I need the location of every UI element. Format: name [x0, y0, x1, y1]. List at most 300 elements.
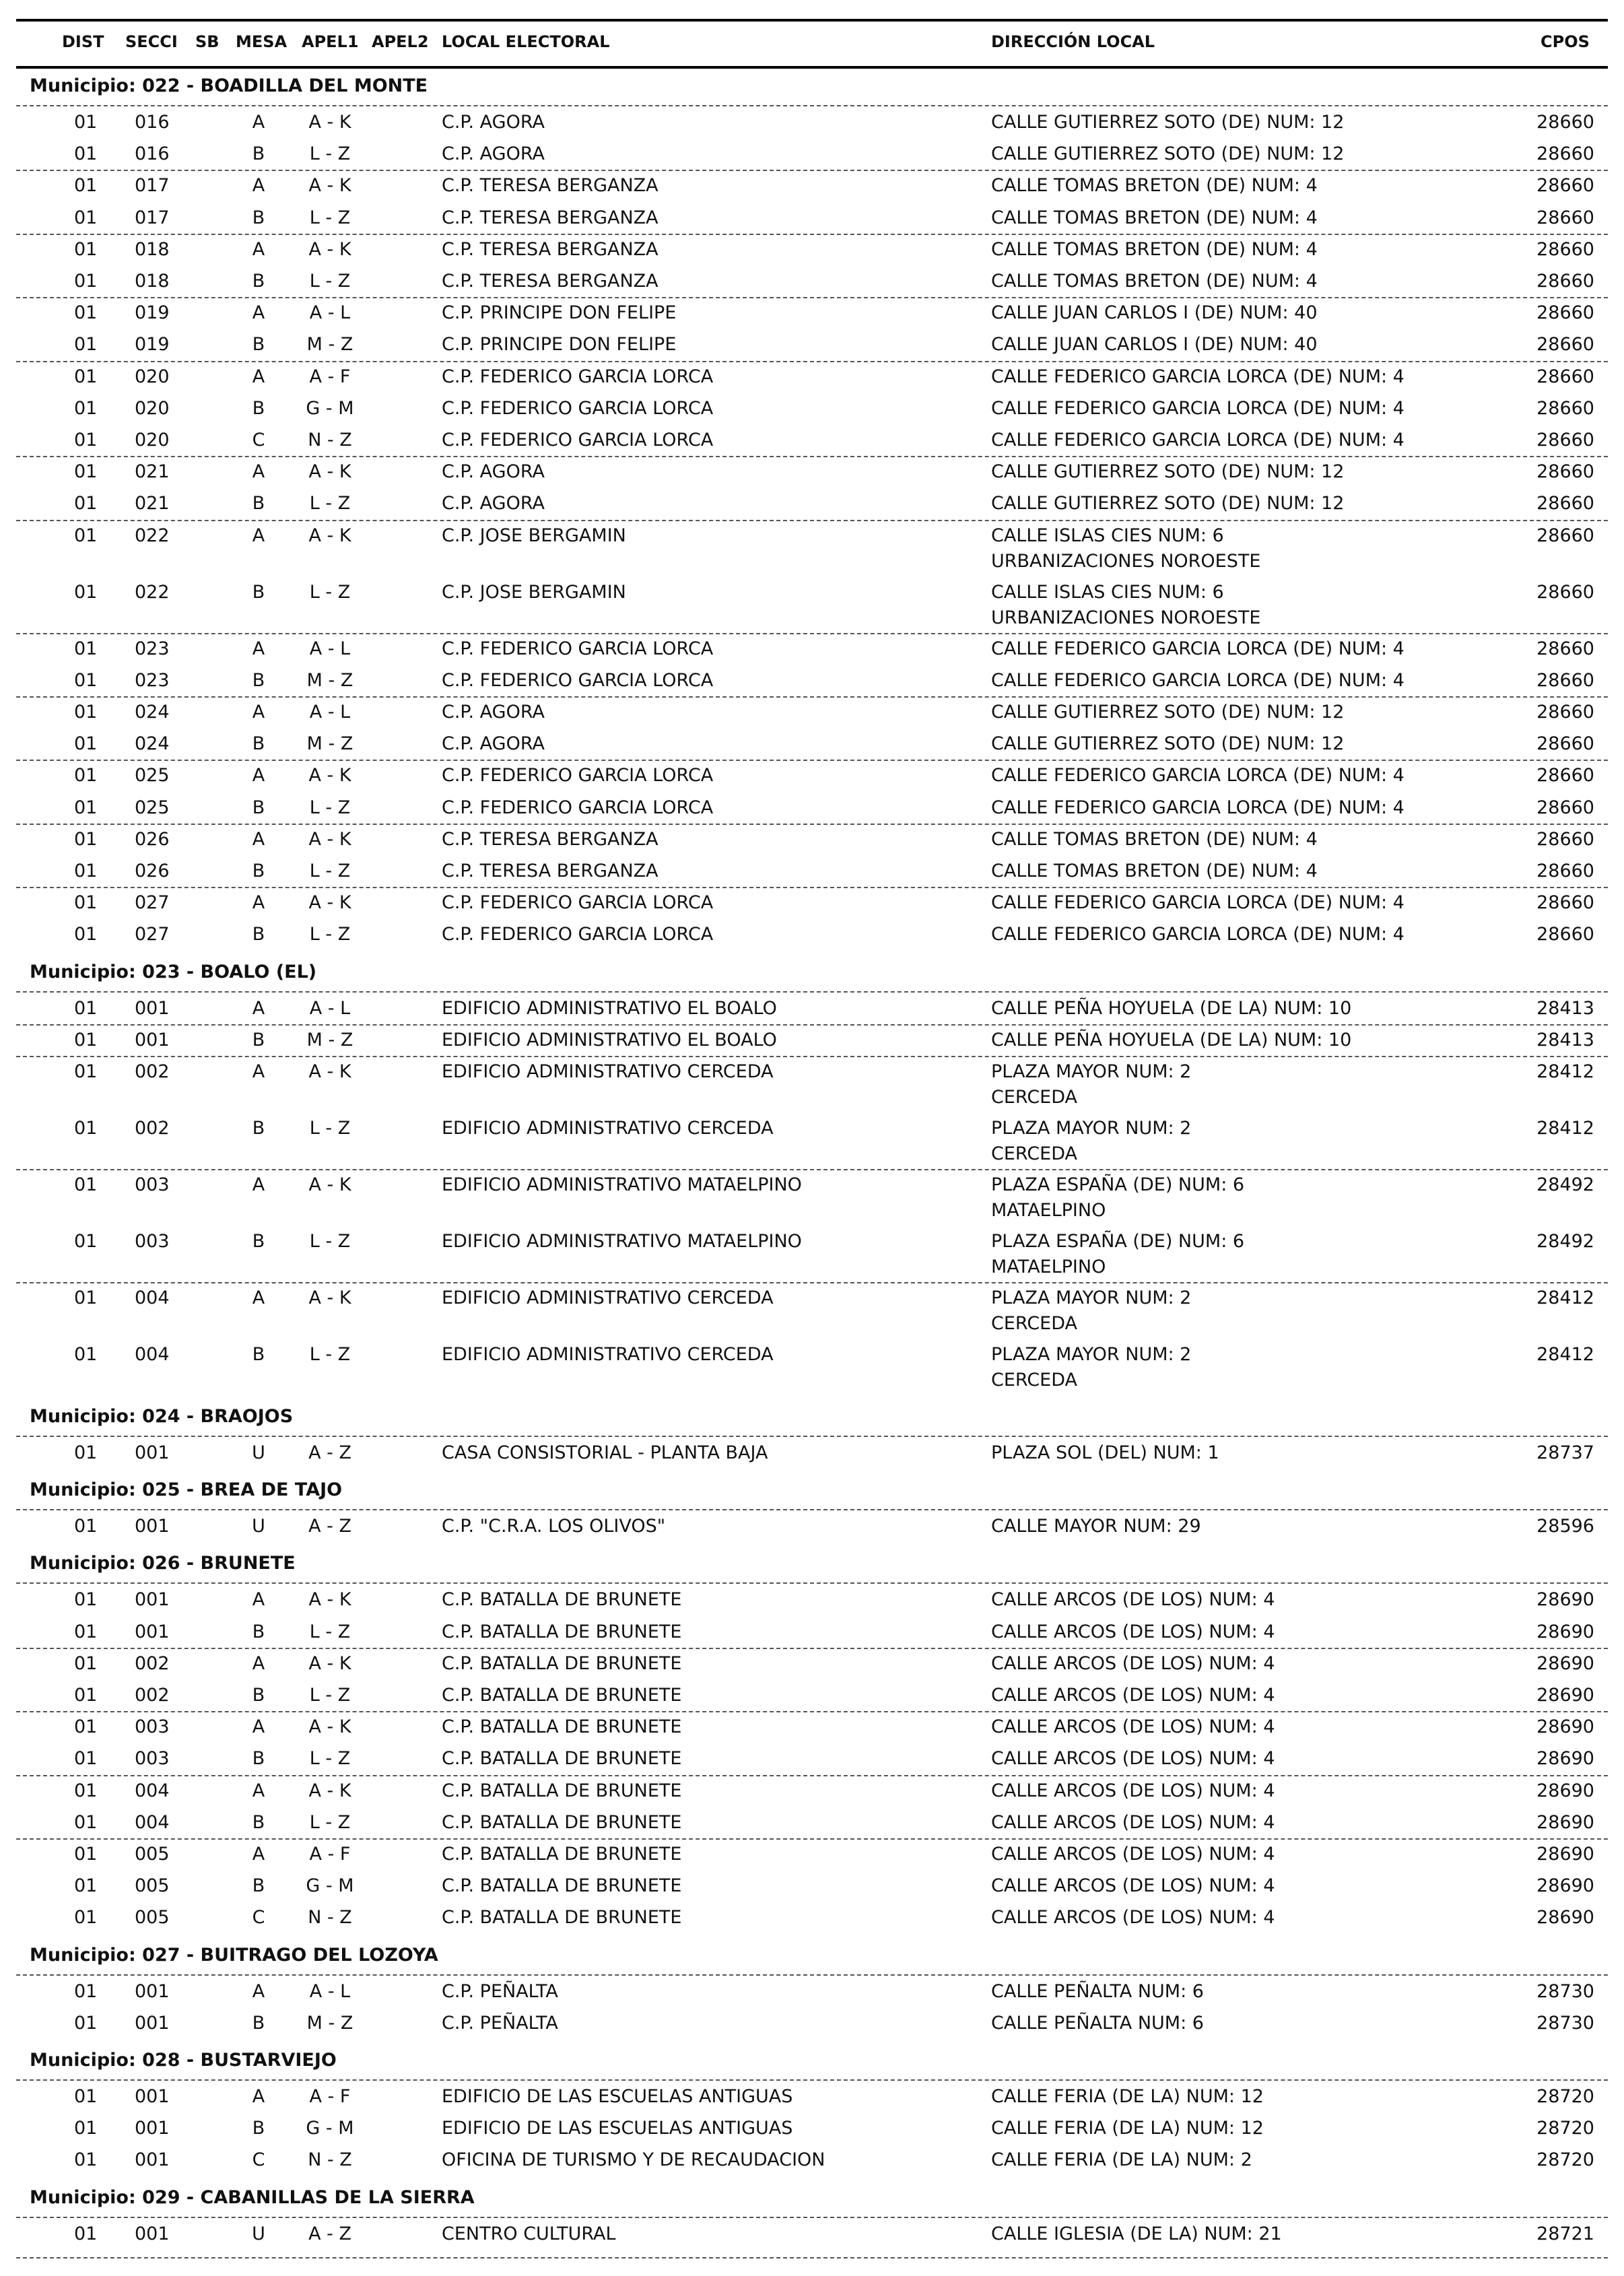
row-cpos: 28720 [1536, 2149, 1594, 2171]
row-mesa: U [252, 1442, 265, 1463]
row-secci: 020 [135, 397, 170, 419]
row-apel: A - K [308, 175, 351, 197]
row-secci: 002 [135, 1652, 170, 1674]
row-mesa: A [252, 461, 265, 483]
row-local-electoral: C.P. BATALLA DE BRUNETE [442, 1716, 682, 1738]
row-dist: 01 [74, 1231, 98, 1252]
row-cpos: 28660 [1536, 302, 1594, 324]
row-dist: 01 [74, 1029, 98, 1050]
row-dist: 01 [74, 924, 98, 945]
row-cpos: 28660 [1536, 702, 1594, 723]
row-secci: 020 [135, 366, 170, 387]
row-secci: 001 [135, 2149, 170, 2171]
row-apel: A - Z [308, 1442, 351, 1463]
row-secci: 017 [135, 175, 170, 197]
row-dist: 01 [74, 1811, 98, 1833]
row-direccion-line: CALLE PEÑALTA NUM: 6 [991, 1980, 1204, 2002]
row-secci: 020 [135, 430, 170, 450]
group-divider [16, 824, 1608, 825]
row-secci: 023 [135, 638, 170, 659]
row-dist: 01 [74, 765, 98, 786]
row-local-electoral: C.P. TERESA BERGANZA [442, 238, 658, 260]
row-mesa: A [252, 1844, 265, 1865]
row-direccion-line: CALLE ARCOS (DE LOS) NUM: 4 [991, 1844, 1275, 1865]
municipio-divider [16, 105, 1608, 106]
row-cpos: 28660 [1536, 669, 1594, 691]
row-apel: L - Z [309, 207, 351, 228]
group-divider [16, 1282, 1608, 1283]
row-local-electoral: OFICINA DE TURISMO Y DE RECAUDACION [442, 2149, 825, 2171]
row-direccion-line: CALLE PEÑALTA NUM: 6 [991, 2012, 1204, 2034]
row-dist: 01 [74, 525, 98, 546]
row-dist: 01 [74, 493, 98, 514]
row-secci: 005 [135, 1907, 170, 1929]
row-apel: A - K [308, 1716, 351, 1738]
row-secci: 001 [135, 1029, 170, 1050]
row-cpos: 28412 [1536, 1287, 1594, 1308]
row-apel: M - Z [306, 669, 353, 691]
row-mesa: B [252, 207, 265, 228]
row-local-electoral: C.P. TERESA BERGANZA [442, 861, 658, 881]
municipio-divider [16, 1509, 1608, 1510]
row-dist: 01 [74, 143, 98, 165]
row-local-electoral: C.P. FEDERICO GARCIA LORCA [442, 765, 714, 786]
row-apel: A - L [309, 997, 351, 1019]
row-apel: L - Z [309, 1344, 351, 1365]
row-mesa: A [252, 112, 265, 133]
row-apel: A - Z [308, 1516, 351, 1537]
row-mesa: U [252, 1516, 265, 1537]
row-direccion-line: CALLE PEÑA HOYUELA (DE LA) NUM: 10 [991, 997, 1352, 1019]
row-dist: 01 [74, 1907, 98, 1929]
group-divider [16, 887, 1608, 888]
row-apel: A - K [308, 112, 351, 133]
row-cpos: 28720 [1536, 2086, 1594, 2107]
row-local-electoral: C.P. BATALLA DE BRUNETE [442, 1844, 682, 1865]
row-mesa: B [252, 669, 265, 691]
row-direccion-line: CALLE GUTIERREZ SOTO (DE) NUM: 12 [991, 112, 1345, 133]
municipio-divider [16, 2217, 1608, 2218]
row-local-electoral: EDIFICIO ADMINISTRATIVO CERCEDA [442, 1118, 774, 1139]
row-direccion-line: CALLE ARCOS (DE LOS) NUM: 4 [991, 1652, 1275, 1674]
row-cpos: 28737 [1536, 1442, 1594, 1463]
municipio-heading: Municipio: 022 - BOADILLA DEL MONTE [30, 75, 428, 96]
row-mesa: B [252, 271, 265, 292]
row-dist: 01 [74, 461, 98, 483]
row-secci: 001 [135, 1589, 170, 1611]
row-local-electoral: C.P. TERESA BERGANZA [442, 175, 658, 197]
row-direccion-line: CALLE ARCOS (DE LOS) NUM: 4 [991, 1685, 1275, 1706]
row-direccion-line: CALLE FEDERICO GARCIA LORCA (DE) NUM: 4 [991, 924, 1405, 945]
row-dist: 01 [74, 397, 98, 419]
row-local-electoral: EDIFICIO ADMINISTRATIVO CERCEDA [442, 1287, 774, 1308]
row-cpos: 28660 [1536, 207, 1594, 228]
row-local-electoral: C.P. BATALLA DE BRUNETE [442, 1907, 682, 1929]
row-apel: L - Z [309, 271, 351, 292]
row-cpos: 28660 [1536, 581, 1594, 603]
row-local-electoral: EDIFICIO ADMINISTRATIVO CERCEDA [442, 1344, 774, 1365]
row-secci: 027 [135, 892, 170, 914]
row-apel: A - K [308, 525, 351, 546]
row-mesa: A [252, 238, 265, 260]
row-apel: N - Z [308, 1907, 352, 1929]
row-mesa: A [252, 1589, 265, 1611]
row-direccion-line: CALLE TOMAS BRETON (DE) NUM: 4 [991, 238, 1318, 260]
row-local-electoral: C.P. BATALLA DE BRUNETE [442, 1811, 682, 1833]
row-direccion-line: CALLE FERIA (DE LA) NUM: 12 [991, 2086, 1264, 2107]
row-local-electoral: C.P. "C.R.A. LOS OLIVOS" [442, 1516, 666, 1537]
row-local-electoral: EDIFICIO ADMINISTRATIVO CERCEDA [442, 1061, 774, 1082]
row-apel: A - K [308, 1061, 351, 1082]
row-secci: 001 [135, 1980, 170, 2002]
group-divider [16, 1056, 1608, 1057]
row-secci: 025 [135, 765, 170, 786]
row-cpos: 28660 [1536, 366, 1594, 387]
row-mesa: B [252, 861, 265, 881]
row-direccion-line: CALLE JUAN CARLOS I (DE) NUM: 40 [991, 334, 1318, 356]
row-secci: 003 [135, 1174, 170, 1195]
row-cpos: 28690 [1536, 1621, 1594, 1642]
row-dist: 01 [74, 1442, 98, 1463]
row-direccion-line: CALLE ARCOS (DE LOS) NUM: 4 [991, 1780, 1275, 1801]
row-local-electoral: C.P. BATALLA DE BRUNETE [442, 1748, 682, 1770]
row-direccion-line: CALLE FERIA (DE LA) NUM: 2 [991, 2149, 1252, 2171]
row-direccion-line: CERCEDA [991, 1087, 1078, 1108]
row-direccion-line: URBANIZACIONES NOROESTE [991, 550, 1261, 572]
row-apel: A - K [308, 892, 351, 914]
row-mesa: A [252, 638, 265, 659]
row-local-electoral: EDIFICIO ADMINISTRATIVO EL BOALO [442, 1029, 777, 1050]
row-cpos: 28730 [1536, 2012, 1594, 2034]
row-direccion-line: MATAELPINO [991, 1257, 1106, 1277]
row-secci: 004 [135, 1287, 170, 1308]
municipio-heading: Municipio: 028 - BUSTARVIEJO [30, 2050, 337, 2071]
row-cpos: 28492 [1536, 1231, 1594, 1252]
row-local-electoral: C.P. BATALLA DE BRUNETE [442, 1652, 682, 1674]
row-dist: 01 [74, 2086, 98, 2107]
row-direccion-line: CALLE PEÑA HOYUELA (DE LA) NUM: 10 [991, 1029, 1352, 1050]
row-secci: 001 [135, 2012, 170, 2034]
row-direccion-line: CALLE TOMAS BRETON (DE) NUM: 4 [991, 207, 1318, 228]
row-cpos: 28690 [1536, 1875, 1594, 1897]
row-apel: M - Z [306, 1029, 353, 1050]
row-direccion-line: CALLE FEDERICO GARCIA LORCA (DE) NUM: 4 [991, 430, 1405, 450]
group-divider [16, 1838, 1608, 1840]
row-secci: 024 [135, 733, 170, 755]
row-direccion-line: PLAZA MAYOR NUM: 2 [991, 1344, 1192, 1365]
row-mesa: A [252, 1174, 265, 1195]
row-local-electoral: C.P. FEDERICO GARCIA LORCA [442, 397, 714, 419]
row-secci: 001 [135, 2118, 170, 2139]
row-secci: 017 [135, 207, 170, 228]
row-direccion-line: CALLE ARCOS (DE LOS) NUM: 4 [991, 1621, 1275, 1642]
group-divider [16, 1169, 1608, 1170]
row-apel: L - Z [309, 143, 351, 165]
row-direccion-line: CALLE GUTIERREZ SOTO (DE) NUM: 12 [991, 702, 1345, 723]
row-dist: 01 [74, 997, 98, 1019]
row-apel: A - F [309, 1844, 351, 1865]
row-secci: 025 [135, 797, 170, 818]
row-apel: L - Z [309, 797, 351, 818]
row-local-electoral: C.P. AGORA [442, 702, 545, 723]
row-dist: 01 [74, 1875, 98, 1897]
row-direccion-line: CALLE ARCOS (DE LOS) NUM: 4 [991, 1811, 1275, 1833]
row-dist: 01 [74, 2223, 98, 2244]
row-mesa: A [252, 702, 265, 723]
row-direccion-line: CALLE MAYOR NUM: 29 [991, 1516, 1201, 1537]
row-direccion-line: CERCEDA [991, 1313, 1078, 1334]
row-mesa: B [252, 2012, 265, 2034]
row-mesa: A [252, 997, 265, 1019]
row-direccion-line: CALLE ARCOS (DE LOS) NUM: 4 [991, 1748, 1275, 1770]
row-dist: 01 [74, 1516, 98, 1537]
row-dist: 01 [74, 2118, 98, 2139]
row-direccion-line: CALLE FEDERICO GARCIA LORCA (DE) NUM: 4 [991, 892, 1405, 914]
row-dist: 01 [74, 638, 98, 659]
row-cpos: 28660 [1536, 861, 1594, 881]
row-cpos: 28660 [1536, 238, 1594, 260]
row-secci: 026 [135, 861, 170, 881]
row-direccion-line: CALLE GUTIERREZ SOTO (DE) NUM: 12 [991, 493, 1345, 514]
row-cpos: 28660 [1536, 334, 1594, 356]
row-dist: 01 [74, 1844, 98, 1865]
row-apel: L - Z [309, 1621, 351, 1642]
group-divider [16, 1648, 1608, 1649]
row-direccion-line: PLAZA MAYOR NUM: 2 [991, 1118, 1192, 1139]
row-direccion-line: MATAELPINO [991, 1200, 1106, 1221]
row-secci: 005 [135, 1844, 170, 1865]
row-local-electoral: C.P. FEDERICO GARCIA LORCA [442, 638, 714, 659]
row-local-electoral: C.P. FEDERICO GARCIA LORCA [442, 924, 714, 945]
row-dist: 01 [74, 2012, 98, 2034]
row-cpos: 28690 [1536, 1685, 1594, 1706]
row-dist: 01 [74, 207, 98, 228]
row-apel: G - M [306, 397, 354, 419]
municipio-heading: Municipio: 024 - BRAOJOS [30, 1406, 294, 1427]
row-mesa: B [252, 797, 265, 818]
row-local-electoral: C.P. PEÑALTA [442, 1980, 558, 2002]
municipio-heading: Municipio: 027 - BUITRAGO DEL LOZOYA [30, 1944, 438, 1966]
row-local-electoral: C.P. TERESA BERGANZA [442, 828, 658, 850]
row-local-electoral: C.P. FEDERICO GARCIA LORCA [442, 430, 714, 450]
row-direccion-line: CALLE FEDERICO GARCIA LORCA (DE) NUM: 4 [991, 366, 1405, 387]
row-dist: 01 [74, 702, 98, 723]
row-dist: 01 [74, 302, 98, 324]
row-cpos: 28660 [1536, 924, 1594, 945]
header-secci: SECCI [125, 32, 178, 51]
group-divider [16, 633, 1608, 634]
row-direccion-line: CALLE FEDERICO GARCIA LORCA (DE) NUM: 4 [991, 397, 1405, 419]
row-cpos: 28660 [1536, 112, 1594, 133]
row-direccion-line: CALLE ISLAS CIES NUM: 6 [991, 525, 1224, 546]
row-direccion-line: CALLE FERIA (DE LA) NUM: 12 [991, 2118, 1264, 2139]
row-direccion-line: CALLE FEDERICO GARCIA LORCA (DE) NUM: 4 [991, 638, 1405, 659]
row-secci: 003 [135, 1716, 170, 1738]
row-dist: 01 [74, 2149, 98, 2171]
row-cpos: 28690 [1536, 1716, 1594, 1738]
row-cpos: 28412 [1536, 1344, 1594, 1365]
row-direccion-line: CALLE TOMAS BRETON (DE) NUM: 4 [991, 271, 1318, 292]
row-mesa: A [252, 1716, 265, 1738]
row-cpos: 28660 [1536, 430, 1594, 450]
row-cpos: 28660 [1536, 397, 1594, 419]
row-cpos: 28690 [1536, 1589, 1594, 1611]
row-direccion-line: PLAZA SOL (DEL) NUM: 1 [991, 1442, 1219, 1463]
header-apel1: APEL1 [302, 32, 359, 51]
row-direccion-line: CALLE GUTIERREZ SOTO (DE) NUM: 12 [991, 461, 1345, 483]
group-divider [16, 1711, 1608, 1712]
row-cpos: 28412 [1536, 1118, 1594, 1139]
row-local-electoral: EDIFICIO DE LAS ESCUELAS ANTIGUAS [442, 2118, 793, 2139]
row-dist: 01 [74, 1716, 98, 1738]
row-dist: 01 [74, 1344, 98, 1365]
row-cpos: 28690 [1536, 1844, 1594, 1865]
row-cpos: 28660 [1536, 271, 1594, 292]
row-local-electoral: EDIFICIO ADMINISTRATIVO MATAELPINO [442, 1174, 802, 1195]
row-apel: A - K [308, 828, 351, 850]
municipio-heading: Municipio: 023 - BOALO (EL) [30, 961, 317, 982]
row-local-electoral: C.P. AGORA [442, 112, 545, 133]
row-dist: 01 [74, 581, 98, 603]
row-cpos: 28412 [1536, 1061, 1594, 1082]
row-secci: 004 [135, 1780, 170, 1801]
row-cpos: 28492 [1536, 1174, 1594, 1195]
row-dist: 01 [74, 669, 98, 691]
row-dist: 01 [74, 366, 98, 387]
group-divider [16, 520, 1608, 521]
row-mesa: A [252, 366, 265, 387]
row-apel: A - K [308, 1780, 351, 1801]
row-apel: A - K [308, 1652, 351, 1674]
row-cpos: 28690 [1536, 1652, 1594, 1674]
row-mesa: B [252, 493, 265, 514]
municipio-heading: Municipio: 026 - BRUNETE [30, 1553, 296, 1574]
row-mesa: A [252, 2086, 265, 2107]
row-local-electoral: C.P. BATALLA DE BRUNETE [442, 1780, 682, 1801]
row-dist: 01 [74, 1589, 98, 1611]
row-local-electoral: C.P. AGORA [442, 493, 545, 514]
row-dist: 01 [74, 861, 98, 881]
row-local-electoral: C.P. PRINCIPE DON FELIPE [442, 334, 677, 356]
row-mesa: A [252, 302, 265, 324]
header-direccion: DIRECCIÓN LOCAL [991, 32, 1155, 51]
row-apel: L - Z [309, 861, 351, 881]
row-mesa: B [252, 1231, 265, 1252]
row-apel: A - L [309, 702, 351, 723]
row-mesa: B [252, 733, 265, 755]
group-divider [16, 760, 1608, 761]
row-dist: 01 [74, 797, 98, 818]
row-dist: 01 [74, 175, 98, 197]
row-secci: 001 [135, 1621, 170, 1642]
row-local-electoral: C.P. BATALLA DE BRUNETE [442, 1875, 682, 1897]
row-secci: 003 [135, 1748, 170, 1770]
row-cpos: 28690 [1536, 1811, 1594, 1833]
row-apel: A - K [308, 1287, 351, 1308]
row-dist: 01 [74, 828, 98, 850]
row-dist: 01 [74, 1780, 98, 1801]
row-cpos: 28660 [1536, 525, 1594, 546]
row-apel: A - L [309, 302, 351, 324]
group-divider [16, 170, 1608, 171]
row-direccion-line: CALLE GUTIERREZ SOTO (DE) NUM: 12 [991, 733, 1345, 755]
row-apel: G - M [306, 1875, 354, 1897]
row-direccion-line: CALLE IGLESIA (DE LA) NUM: 21 [991, 2223, 1282, 2244]
row-mesa: B [252, 2118, 265, 2139]
row-secci: 019 [135, 334, 170, 356]
row-local-electoral: C.P. FEDERICO GARCIA LORCA [442, 797, 714, 818]
row-apel: L - Z [309, 1685, 351, 1706]
row-direccion-line: CALLE ISLAS CIES NUM: 6 [991, 581, 1224, 603]
row-local-electoral: CASA CONSISTORIAL - PLANTA BAJA [442, 1442, 768, 1463]
row-mesa: B [252, 1685, 265, 1706]
row-apel: A - K [308, 765, 351, 786]
row-cpos: 28596 [1536, 1516, 1594, 1537]
row-local-electoral: C.P. FEDERICO GARCIA LORCA [442, 366, 714, 387]
row-direccion-line: CALLE TOMAS BRETON (DE) NUM: 4 [991, 175, 1318, 197]
municipio-divider [16, 1436, 1608, 1437]
group-divider [16, 1024, 1608, 1026]
header-sb: SB [195, 32, 219, 51]
row-apel: A - K [308, 1589, 351, 1611]
row-local-electoral: EDIFICIO DE LAS ESCUELAS ANTIGUAS [442, 2086, 793, 2107]
row-cpos: 28660 [1536, 143, 1594, 165]
group-divider [16, 234, 1608, 235]
municipio-divider [16, 1582, 1608, 1584]
row-mesa: B [252, 1029, 265, 1050]
row-dist: 01 [74, 271, 98, 292]
group-divider [16, 696, 1608, 698]
row-dist: 01 [74, 1118, 98, 1139]
header-apel2: APEL2 [372, 32, 429, 51]
row-cpos: 28660 [1536, 461, 1594, 483]
row-local-electoral: C.P. FEDERICO GARCIA LORCA [442, 892, 714, 914]
row-local-electoral: C.P. TERESA BERGANZA [442, 207, 658, 228]
row-local-electoral: C.P. BATALLA DE BRUNETE [442, 1621, 682, 1642]
group-divider [16, 361, 1608, 362]
row-apel: A - K [308, 461, 351, 483]
row-secci: 001 [135, 2086, 170, 2107]
municipio-divider [16, 1974, 1608, 1976]
row-secci: 004 [135, 1344, 170, 1365]
row-mesa: A [252, 828, 265, 850]
row-cpos: 28660 [1536, 765, 1594, 786]
row-mesa: B [252, 1118, 265, 1139]
row-local-electoral: C.P. AGORA [442, 143, 545, 165]
row-secci: 003 [135, 1231, 170, 1252]
header-dist: DIST [62, 32, 104, 51]
row-local-electoral: C.P. AGORA [442, 733, 545, 755]
municipio-divider [16, 2079, 1608, 2081]
municipio-divider [16, 991, 1608, 993]
row-direccion-line: URBANIZACIONES NOROESTE [991, 607, 1261, 628]
row-apel: A - K [308, 1174, 351, 1195]
row-mesa: A [252, 765, 265, 786]
row-direccion-line: PLAZA MAYOR NUM: 2 [991, 1061, 1192, 1082]
row-apel: N - Z [308, 2149, 352, 2171]
group-divider [16, 456, 1608, 457]
row-apel: L - Z [309, 1748, 351, 1770]
row-cpos: 28660 [1536, 733, 1594, 755]
row-secci: 002 [135, 1685, 170, 1706]
row-direccion-line: CALLE ARCOS (DE LOS) NUM: 4 [991, 1907, 1275, 1929]
row-direccion-line: CALLE ARCOS (DE LOS) NUM: 4 [991, 1589, 1275, 1611]
row-cpos: 28413 [1536, 1029, 1594, 1050]
row-cpos: 28721 [1536, 2223, 1594, 2244]
row-local-electoral: EDIFICIO ADMINISTRATIVO MATAELPINO [442, 1231, 802, 1252]
row-mesa: B [252, 924, 265, 945]
row-cpos: 28730 [1536, 1980, 1594, 2002]
